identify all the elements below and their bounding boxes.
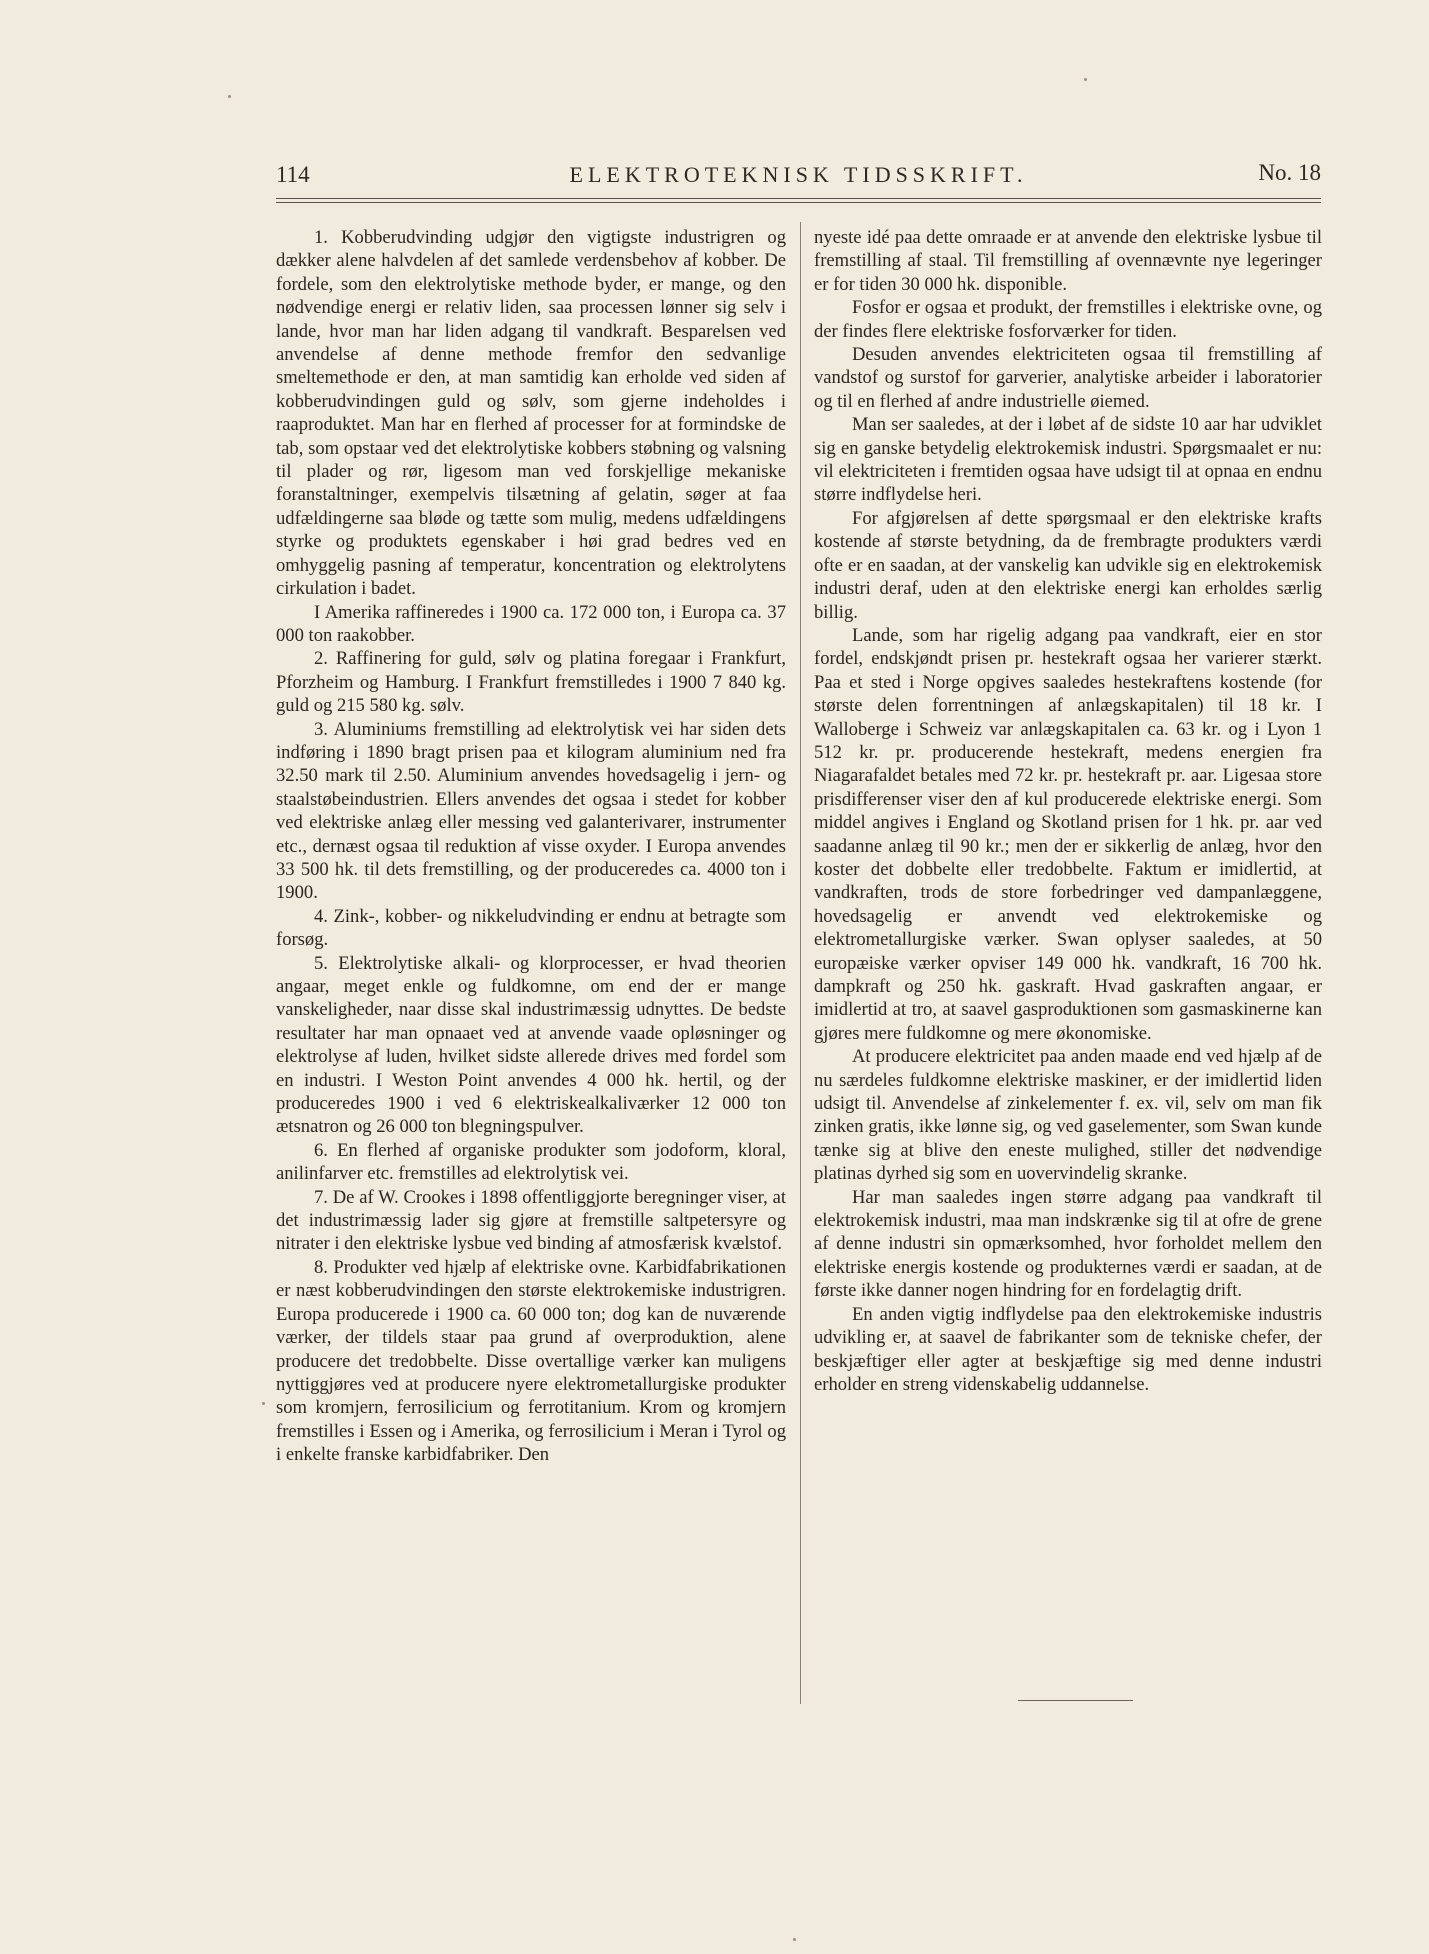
page-number: 114 [276, 162, 310, 187]
paper-speck [1084, 78, 1087, 81]
paragraph: Desuden anvendes elektriciteten ogsaa til fremstilling af vandstof og surstof for garverier, analytiske arbeider i laboratorier og til en flerhed af andre industrielle øiemed. [814, 344, 1322, 412]
paragraph: 7. De af W. Crookes i 1898 offentliggjorte beregninger viser, at det industrimæssig lader sig gjøre at fremstille saltpetersyre og nitrater i den elektriske lysbue ved binding af atmosfærisk kvælstof. [276, 1186, 786, 1255]
paper-speck [793, 1938, 796, 1941]
column-divider [800, 222, 801, 1704]
paragraph: Man ser saaledes, at der i løbet af de sidste 10 aar har udviklet sig en ganske betydelig elektrokemisk industri. Spørgsmaalet er nu: vil elektriciteten i fremtiden ogsaa have udsigt til at opnaa en endnu større indflydelse heri. [814, 414, 1322, 506]
paragraph: 8. Produkter ved hjælp af elektriske ovne. Karbidfabrikationen er næst kobberudvindingen den største elektrokemiske industrigren. Europa producerede i 1900 ca. 60 000 ton; dog kan de nuværende værker, der tildels staar paa grund af overproduktion, alene producere det tredobbelte. Disse overtallige værker kan muligens nyttiggjøres ved at producere nyere elektrometallurgiske produkter som kromjern, ferrosilicium og ferrotitanium. Krom og kromjern fremstilles i Essen og i Amerika, og ferrosilicium i Meran i Tyrol og i enkelte franske karbidfabriker. Den [276, 1256, 786, 1466]
right-column [814, 226, 1322, 1396]
paragraph: Har man saaledes ingen større adgang paa vandkraft til elektrokemisk industri, maa man indskrænke sig til at ofre de grene af denne industri sin opmærksomhed, hvor forholdet mellem den elektriske energis kostende og produkternes værdi er saadan, at de første ikke danner nogen hindring for en fordelagtig drift. [814, 1186, 1322, 1302]
left-column [276, 226, 786, 1467]
issue-number: No. 18 [1258, 160, 1321, 185]
paragraph: Fosfor er ogsaa et produkt, der fremstilles i elektriske ovne, og der findes flere elektriske fosforværker for tiden. [814, 297, 1322, 342]
paragraph: 4. Zink-, kobber- og nikkeludvinding er endnu at betragte som forsøg. [276, 905, 786, 951]
paragraph: For afgjørelsen af dette spørgsmaal er den elektriske krafts kostende af største betydning, da de frembragte produkters værdi ofte er en saadan, at der vanskelig kan udvikle sig en elektrokemisk industri deraf, uden at den elektriske energi kan erholdes særlig billig. [814, 507, 1322, 623]
paragraph: 5. Elektrolytiske alkali- og klorprocesser, er hvad theorien angaar, meget enkle og fuldkomne, om end der er mange vanskeligheder, naar disse skal industrimæssig udnyttes. De bedste resultater har man opnaaet ved at anvende vaade opløsninger og elektrolyse af luden, hvilket sidste allerede drives med fordel som en industri. I Weston Point anvendes 4 000 hk. hertil, og der produceredes 1900 i ved 6 elektriskealkaliværker 12 000 ton ætsnatron og 26 000 ton blegningspulver. [276, 952, 786, 1138]
header-rule [276, 198, 1321, 203]
paper-speck [262, 1402, 265, 1405]
paragraph: At producere elektricitet paa anden maade end ved hjælp af de nu særdeles fuldkomne elektriske maskiner, er der imidlertid liden udsigt til. Anvendelse af zinkelementer f. ex. vil, selv om man fik zinken gratis, ikke lønne sig, og ved gaselementer, som Swan kunde tænke sig at blive den eneste mulighed, stiller det nødvendige platinas dyrhed sig som en uovervindelig skranke. [814, 1046, 1322, 1185]
paragraph: En anden vigtig indflydelse paa den elektrokemiske industris udvikling er, at saavel de fabrikanter som de tekniske chefer, der beskjæftiger eller agter at beskjæftige sig med denne industri erholder en streng videnskabelig uddannelse. [814, 1303, 1322, 1395]
running-header [276, 158, 1321, 192]
article-end-rule [1018, 1700, 1133, 1701]
paragraph: I Amerika raffineredes i 1900 ca. 172 000 ton, i Europa ca. 37 000 ton raakobber. [276, 601, 786, 646]
paragraph: 1. Kobberudvinding udgjør den vigtigste industrigren og dækker alene halvdelen af det samlede verdensbehov af kobber. De fordele, som den elektrolytiske methode byder, er mange, og den nødvendige energi er relativ liden, saa processen lønner sig selv i lande, hvor man har liden adgang til vandkraft. Besparelsen ved anvendelse af denne methode fremfor den sedvanlige smeltemethode er den, at man samtidig kan erholde ved siden af kobberudvindingen guld og sølv, som gjerne indeholdes i raaproduktet. Man har en flerhed af processer for at formindske de tab, som opstaar ved det elektrolytiske kobbers støbning og valsning til plader og rør, ligesom man ved forskjellige mekaniske foranstaltninger, exempelvis tilsætning af gelatin, søger at faa udfældingerne saa bløde og tætte som mulig, medens udfældingens styrke og produktets egenskaber i høi grad bedres ved en omhyggelig pasning af temperatur, koncentration og elektrolytens cirkulation i badet. [276, 227, 786, 600]
paragraph: 2. Raffinering for guld, sølv og platina foregaar i Frankfurt, Pforzheim og Hamburg. I Frankfurt fremstilledes i 1900 7 840 kg. guld og 215 580 kg. sølv. [276, 648, 786, 717]
paragraph: Lande, som har rigelig adgang paa vandkraft, eier en stor fordel, endskjøndt prisen pr. hestekraft ogsaa her varierer stærkt. Paa et sted i Norge opgives saaledes hestekraftens kostende (for største delen forrentningen af anlægskapitalen) til 18 kr. I Walloberge i Schweiz var anlægskapitalen ca. 63 kr. og i Lyon 1 512 kr. pr. producerende hestekraft, medens energien fra Niagarafaldet betales med 72 kr. pr. hestekraft pr. aar. Ligesaa store prisdifferenser viser den af kul producerede elektriske energi. Som middel angives i England og Skotland prisen for 1 hk. pr. aar ved saadanne anlæg til 90 kr.; men der er sikkerlig de anlæg, hvor den koster det dobbelte eller tredobbelte. Faktum er imidlertid, at vandkraften, trods de store forbedringer ved dampanlæggene, hovedsagelig er anvendt ved elektrokemiske og elektrometallurgiske værker. Swan oplyser saaledes, at 50 europæiske værker opviser 149 000 hk. vandkraft, 16 700 hk. dampkraft og 250 hk. gaskraft. Hvad gaskraften angaar, er imidlertid at tro, at saavel gasproduktionen som gasmaskinerne kan gjøres mere fuldkomne og mere økonomiske. [814, 624, 1322, 1044]
paragraph: 6. En flerhed af organiske produkter som jodoform, kloral, anilinfarver etc. fremstilles ad elektrolytisk vei. [276, 1139, 786, 1185]
paragraph: nyeste idé paa dette omraade er at anvende den elektriske lysbue til fremstilling af staal. Til fremstilling af ovennævnte nye legeringer er for tiden 30 000 hk. disponible. [814, 227, 1322, 295]
paper-speck [228, 95, 231, 98]
journal-title: ELEKTROTEKNISK TIDSSKRIFT. [569, 162, 1028, 187]
paragraph: 3. Aluminiums fremstilling ad elektrolytisk vei har siden dets indføring i 1890 bragt prisen paa et kilogram aluminium ned fra 32.50 mark til 2.50. Aluminium anvendes hovedsagelig i jern- og staalstøbeindustrien. Ellers anvendes det ogsaa i stedet for kobber ved elektriske anlæg eller messing ved galanterivarer, instrumenter etc., dernæst ogsaa til reduktion af visse oxyder. I Europa anvendes 33 500 hk. til dets fremstilling, og der produceredes ca. 4000 ton i 1900. [276, 718, 786, 904]
